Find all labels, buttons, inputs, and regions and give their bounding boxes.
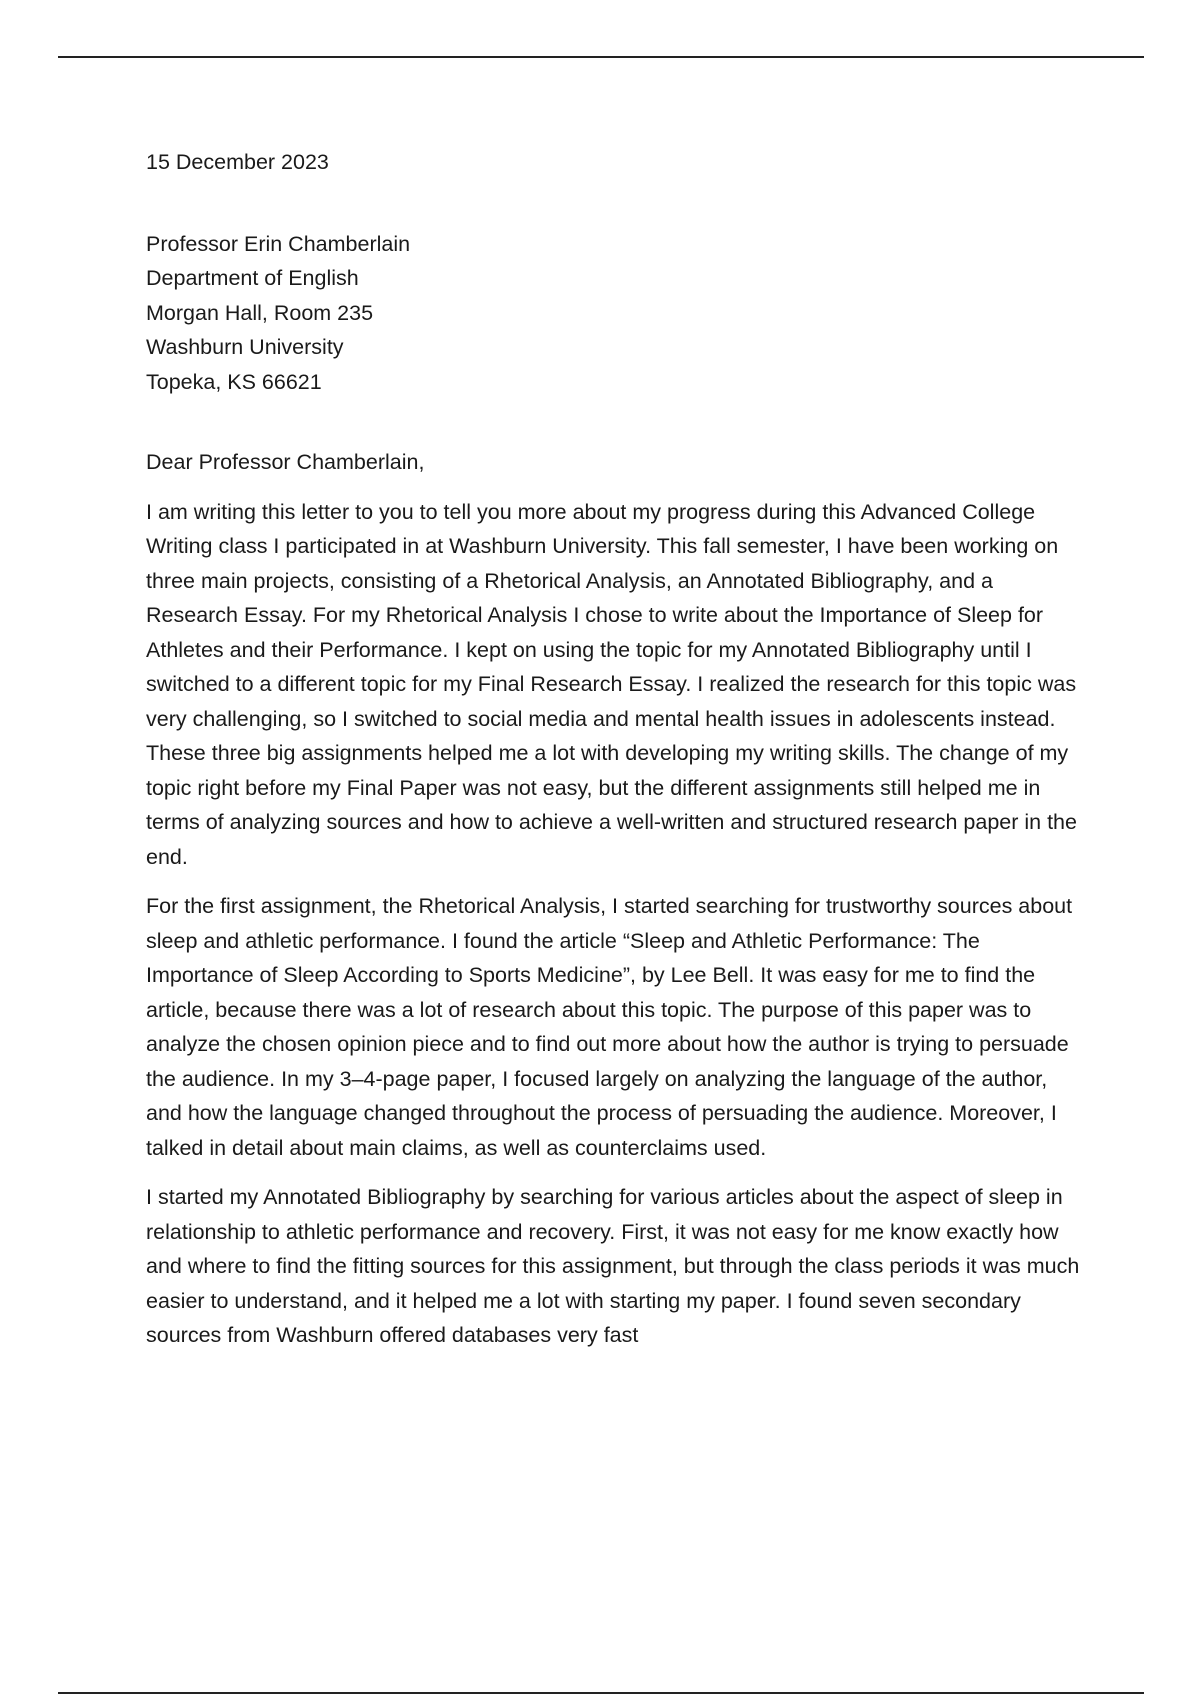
header-rule (58, 56, 1144, 58)
recipient-department: Department of English (146, 266, 359, 290)
body-paragraph-1: I am writing this letter to you to tell you more about my progress during this Advanced College Writing class I participated in at Washburn University. This fall semester, I have been working on three main projects, consisting of a Rhetorical Analysis, an Annotated Bibliography, and a Research Essay. For my Rhetorical Analysis I chose to write about the Importance of Sleep for Athletes and their Performance. I kept on using the topic for my Annotated Bibliography until I switched to a different topic for my Final Research Essay. I realized the research for this topic was very challenging, so I switched to social media and mental health issues in adolescents instead. These three big assignments helped me a lot with developing my writing skills. The change of my topic right before my Final Paper was not easy, but the different assignments still helped me in terms of analyzing sources and how to achieve a well-written and structured research paper in the end. (146, 499, 1077, 869)
letter-date: 15 December 2023 (146, 150, 329, 174)
footer-rule (58, 1692, 1144, 1694)
recipient-room: Morgan Hall, Room 235 (146, 300, 374, 325)
recipient-city: Topeka, KS 66621 (146, 369, 322, 394)
recipient-address (146, 227, 1086, 400)
body-paragraph-2: For the first assignment, the Rhetorical Analysis, I started searching for trustworthy sources about sleep and athletic performance. I found the article “Sleep and Athletic Performance: The Importance of Sleep According to Sports Medicine”, by Lee Bell. It was easy for me to find the article, because there was a lot of research about this topic. The purpose of this paper was to analyze the chosen opinion piece and to find out more about how the author is trying to persuade the audience. In my 3–4-page paper, I focused largely on analyzing the language of the author, and how the language changed throughout the process of persuading the audience. Moreover, I talked in detail about main claims, as well as counterclaims used. (146, 894, 1073, 1160)
letter-body (146, 145, 1086, 1353)
recipient-institution: Washburn University (146, 335, 344, 359)
salutation: Dear Professor Chamberlain, (146, 450, 425, 474)
recipient-name: Professor Erin Chamberlain (146, 231, 411, 256)
body-paragraph-3: I started my Annotated Bibliography by searching for various articles about the aspect of sleep in relationship to athletic performance and recovery. First, it was not easy for me know exactly how and where to find the fitting sources for this assignment, but through the class periods it was much easier to understand, and it helped me a lot with starting my paper. I found seven secondary sources from Washburn offered databases very fast (146, 1185, 1080, 1347)
